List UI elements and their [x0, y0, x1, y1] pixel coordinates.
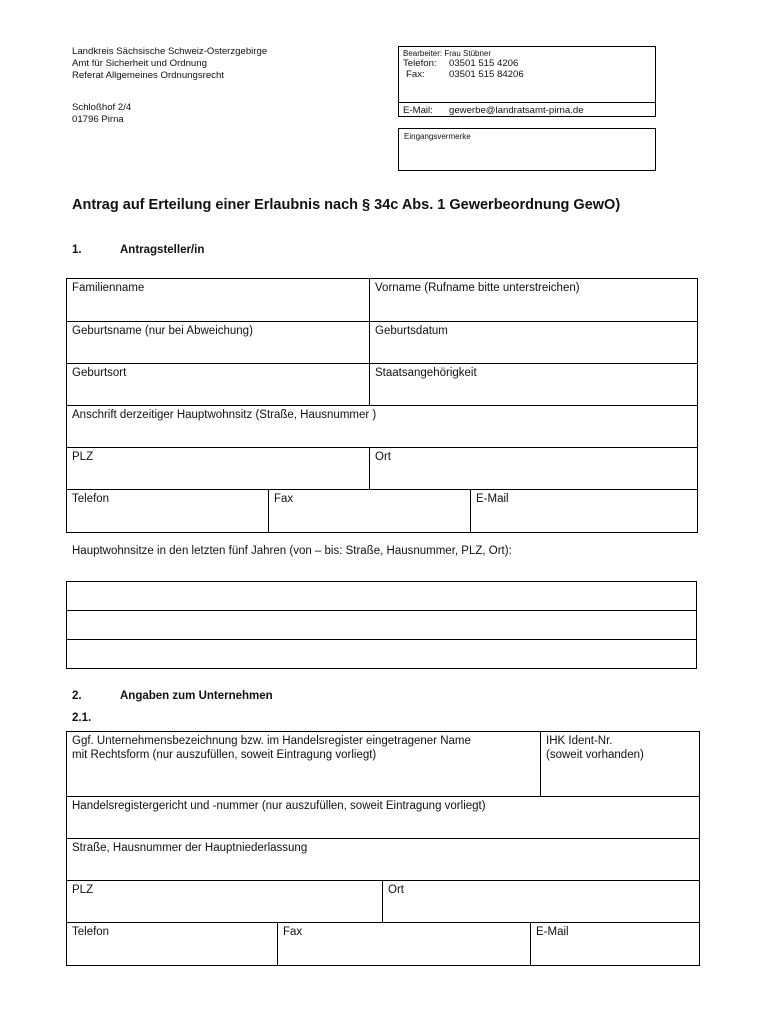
bearbeiter: Bearbeiter: Frau Stübner — [403, 49, 492, 58]
company-table — [66, 731, 700, 966]
familienname-field[interactable] — [67, 279, 370, 322]
plz-label: PLZ — [72, 451, 94, 463]
authority-line-3: Referat Allgemeines Ordnungsrecht — [72, 70, 224, 81]
fax-row — [403, 69, 524, 80]
ort-label: Ort — [375, 451, 391, 463]
telefon-field-label: Telefon — [72, 493, 110, 505]
company-email-label: E-Mail — [536, 926, 569, 938]
section-2-heading — [72, 690, 273, 702]
email-label: E-Mail: — [403, 105, 433, 116]
telefon-label: Telefon: — [403, 58, 437, 69]
section-1-heading — [72, 244, 204, 256]
section-1-title: Antragsteller/in — [120, 244, 205, 256]
company-email-field[interactable] — [531, 923, 700, 966]
telefon-value: 03501 515 4206 — [449, 58, 519, 69]
hauptwohnsitz-line-3[interactable] — [67, 640, 697, 669]
company-telefon-label: Telefon — [72, 926, 110, 938]
geburtsort-label: Geburtsort — [72, 367, 127, 379]
fax-label: Fax: — [406, 69, 425, 80]
familienname-label: Familienname — [72, 282, 145, 294]
telefon-field[interactable] — [67, 490, 269, 533]
plz-field[interactable] — [67, 448, 370, 490]
geburtsort-field[interactable] — [67, 364, 370, 406]
unternehmensbezeichnung-label-2: mit Rechtsform (nur auszufüllen, soweit Eintragung vorliegt) — [72, 749, 377, 761]
fax-field-label: Fax — [274, 493, 294, 505]
email-value[interactable]: gewerbe@landratsamt-pirna.de — [449, 105, 584, 116]
fax-field[interactable] — [269, 490, 471, 533]
ihk-ident-field[interactable] — [541, 732, 700, 797]
handelsregister-field[interactable] — [67, 797, 700, 839]
company-plz-field[interactable] — [67, 881, 383, 923]
company-fax-label: Fax — [283, 926, 303, 938]
anschrift-label: Anschrift derzeitiger Hauptwohnsitz (Straße, Hausnummer ) — [72, 409, 377, 421]
ort-field[interactable] — [370, 448, 698, 490]
company-fax-field[interactable] — [278, 923, 531, 966]
geburtsdatum-label: Geburtsdatum — [375, 325, 448, 337]
telefon-row — [403, 58, 518, 69]
section-2-1-number: 2.1. — [72, 712, 92, 724]
eingangsvermerke-label: Eingangsvermerke — [404, 132, 471, 141]
contact-box — [398, 46, 656, 117]
handelsregister-label: Handelsregistergericht und -nummer (nur auszufüllen, soweit Eintragung vorliegt) — [72, 800, 486, 812]
hauptwohnsitz-line-2[interactable] — [67, 611, 697, 640]
email-field-label: E-Mail — [476, 493, 509, 505]
vorname-label: Vorname (Rufname bitte unterstreichen) — [375, 282, 580, 294]
section-1-number: 1. — [72, 244, 82, 256]
email-row — [403, 105, 584, 116]
authority-street: Schloßhof 2/4 — [72, 102, 132, 113]
ihk-ident-label-1: IHK Ident-Nr. — [546, 735, 613, 747]
applicant-table — [66, 278, 698, 533]
authority-line-2: Amt für Sicherheit und Ordnung — [72, 58, 207, 69]
hauptniederlassung-field[interactable] — [67, 839, 700, 881]
company-ort-label: Ort — [388, 884, 404, 896]
authority-city: 01796 Pirna — [72, 114, 124, 125]
ihk-ident-label-2: (soweit vorhanden) — [546, 749, 644, 761]
contact-divider — [399, 102, 655, 103]
hauptwohnsitze-table — [66, 581, 697, 669]
fax-value: 03501 515 84206 — [449, 69, 524, 80]
vorname-field[interactable] — [370, 279, 698, 322]
hauptniederlassung-label: Straße, Hausnummer der Hauptniederlassung — [72, 842, 308, 854]
company-telefon-field[interactable] — [67, 923, 278, 966]
staatsangehoerigkeit-field[interactable] — [370, 364, 698, 406]
company-plz-label: PLZ — [72, 884, 94, 896]
form-title: Antrag auf Erteilung einer Erlaubnis nach § 34c Abs. 1 Gewerbeordnung GewO) — [72, 197, 621, 213]
email-field[interactable] — [471, 490, 698, 533]
staatsangehoerigkeit-label: Staatsangehörigkeit — [375, 367, 477, 379]
unternehmensbezeichnung-field[interactable] — [67, 732, 541, 797]
authority-address — [72, 46, 267, 126]
anschrift-field[interactable] — [67, 406, 698, 448]
geburtsname-field[interactable] — [67, 322, 370, 364]
hauptwohnsitze-note: Hauptwohnsitze in den letzten fünf Jahren (von – bis: Straße, Hausnummer, PLZ, Ort): — [72, 545, 512, 557]
authority-line-1: Landkreis Sächsische Schweiz-Osterzgebirge — [72, 46, 268, 57]
geburtsname-label: Geburtsname (nur bei Abweichung) — [72, 325, 253, 337]
company-ort-field[interactable] — [383, 881, 700, 923]
hauptwohnsitz-line-1[interactable] — [67, 582, 697, 611]
eingangsvermerke-box — [398, 128, 656, 171]
geburtsdatum-field[interactable] — [370, 322, 698, 364]
unternehmensbezeichnung-label-1: Ggf. Unternehmensbezeichnung bzw. im Handelsregister eingetragener Name — [72, 735, 471, 747]
section-2-title: Angaben zum Unternehmen — [120, 690, 273, 702]
section-2-number: 2. — [72, 690, 82, 702]
